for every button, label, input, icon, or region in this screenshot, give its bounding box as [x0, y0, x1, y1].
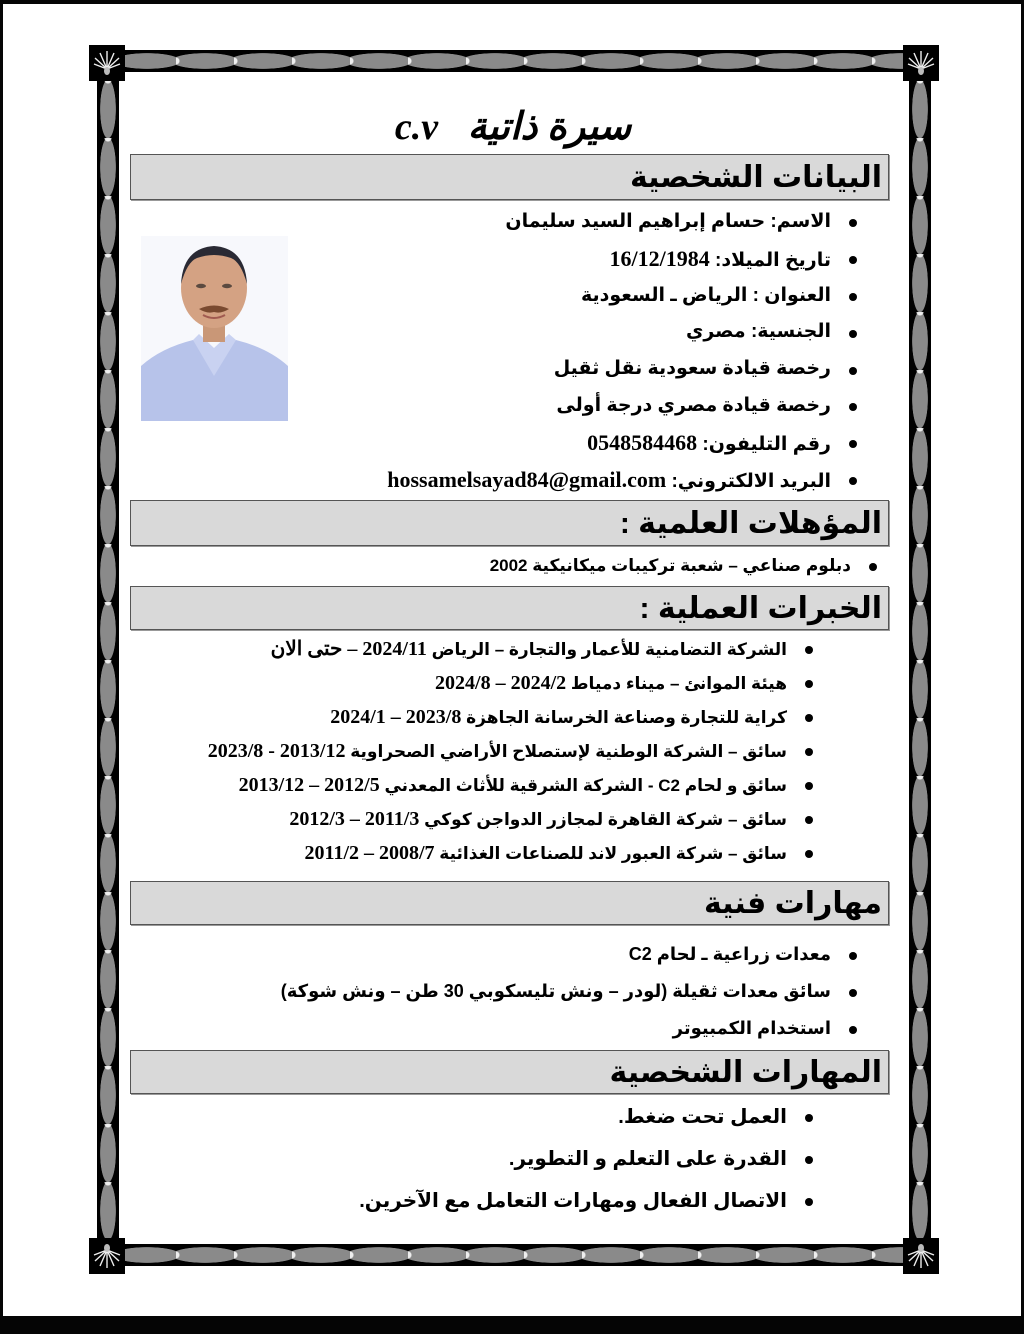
list-item: سائق معدات ثقيلة (لودر – ونش تليسكوبي 30 طن – ونش شوكة)	[281, 973, 865, 1010]
item-text: سائق – شركة القاهرة لمجازر الدواجن كوكي	[424, 810, 787, 829]
list-item: استخدام الكمبيوتر	[281, 1010, 865, 1047]
item-value: الرياض ـ السعودية	[580, 284, 748, 306]
list-item-address	[387, 278, 865, 315]
item-text: دبلوم صناعي – شعبة تركيبات ميكانيكية	[532, 556, 851, 575]
section-heading: الخبرات العملية :	[639, 591, 882, 625]
list-item: القدرة على التعلم و التطوير.	[359, 1138, 821, 1180]
item-dates: 2023/8 – 2024/1	[330, 706, 462, 728]
border-left-decoration	[97, 80, 119, 1240]
list-item-saudi-license	[387, 351, 865, 388]
item-text: سائق – شركة العبور لاند للصناعات الغذائية	[439, 844, 787, 863]
section-header-experience	[130, 586, 889, 630]
corner-ornament-icon	[89, 45, 125, 81]
email-address: hossamelsayad84@gmail.com	[387, 466, 667, 492]
page-title	[303, 104, 723, 149]
list-item: العمل تحت ضغط.	[359, 1096, 821, 1138]
qualifications-list	[490, 552, 885, 580]
item-value: حسام إبراهيم السيد سليمان	[505, 211, 766, 232]
soft-skills-list	[359, 1096, 821, 1222]
phone-number: 0548584468	[587, 429, 698, 455]
item-label: الاسم:	[770, 211, 831, 232]
item-dates: 2011/3 – 2012/3	[289, 808, 420, 830]
list-item-birthdate	[387, 241, 865, 278]
profile-photo	[141, 236, 288, 421]
technical-skills-list	[281, 936, 865, 1047]
section-header-personal-info	[130, 154, 889, 200]
section-heading: البيانات الشخصية	[629, 160, 882, 194]
list-item-name	[387, 204, 865, 241]
title-arabic: سيرة ذاتية	[467, 106, 632, 148]
list-item-phone	[387, 425, 865, 462]
title-latin: c.v	[394, 106, 439, 148]
item-year: 2002	[489, 556, 528, 575]
item-label: البريد الالكتروني:	[671, 470, 831, 492]
item-text: سائق – الشركة الوطنية لإستصلاح الأراضي الصحراوية	[350, 742, 787, 761]
section-header-technical-skills	[130, 881, 889, 925]
list-item: الاتصال الفعال ومهارات التعامل مع الآخرين.	[359, 1180, 821, 1222]
item-text: هيئة الموانئ – ميناء دمياط	[570, 674, 787, 693]
item-text: كراية للتجارة وصناعة الخرسانة الجاهزة	[466, 708, 787, 727]
list-item-egypt-license	[387, 388, 865, 425]
item-text: سائق و لحام C2 - الشركة الشرقية للأثاث المعدني	[384, 776, 787, 795]
item-dates: 2024/2 – 2024/8	[435, 672, 567, 694]
item-label: رقم التليفون:	[702, 433, 831, 455]
list-item	[208, 632, 821, 666]
section-header-soft-skills	[130, 1050, 889, 1094]
item-value: 16/12/1984	[609, 245, 710, 271]
cv-page	[3, 4, 1021, 1316]
section-heading: المؤهلات العلمية :	[619, 506, 882, 540]
item-label: العنوان :	[752, 284, 831, 306]
experience-list	[208, 632, 821, 870]
corner-ornament-icon	[903, 45, 939, 81]
border-right-decoration	[909, 80, 931, 1240]
list-item	[208, 666, 821, 700]
list-item-email	[387, 462, 865, 499]
section-heading: مهارات فنية	[703, 886, 882, 920]
item-dates: 2024/11 – حتى الان	[270, 638, 427, 660]
corner-ornament-icon	[903, 1238, 939, 1274]
item-value: مصري	[685, 321, 746, 343]
section-header-qualifications	[130, 500, 889, 546]
item-value: رخصة قيادة مصري درجة أولى	[556, 394, 831, 416]
border-bottom-decoration	[118, 1244, 908, 1266]
list-item-nationality	[387, 314, 865, 351]
personal-info-list	[387, 204, 865, 498]
item-label: تاريخ الميلاد:	[715, 249, 831, 271]
list-item	[208, 802, 821, 836]
item-dates: 2012/5 – 2013/12	[238, 774, 380, 796]
list-item	[208, 700, 821, 734]
item-dates: 2013/12 - 2023/8	[207, 740, 346, 762]
list-item: معدات زراعية ـ لحام C2	[281, 936, 865, 973]
item-text: الشركة التضامنية للأعمار والتجارة – الرياض	[431, 640, 787, 659]
item-label: الجنسية:	[750, 321, 831, 343]
item-dates: 2008/7 – 2011/2	[304, 842, 435, 864]
list-item	[208, 734, 821, 768]
border-top-decoration	[118, 50, 908, 72]
item-value: رخصة قيادة سعودية نقل ثقيل	[553, 358, 831, 380]
corner-ornament-icon	[89, 1238, 125, 1274]
list-item	[490, 552, 885, 580]
list-item	[208, 768, 821, 802]
section-heading: المهارات الشخصية	[609, 1055, 882, 1089]
list-item	[208, 836, 821, 870]
